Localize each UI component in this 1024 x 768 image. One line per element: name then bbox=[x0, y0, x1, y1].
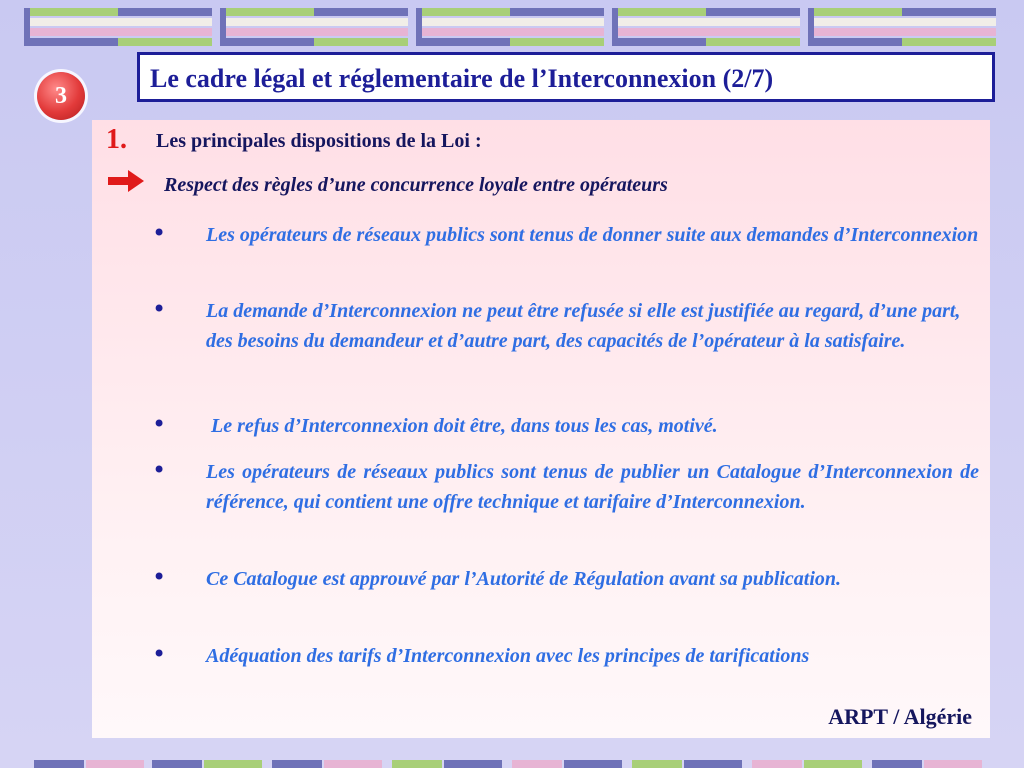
bullet-text: Le refus d’Interconnexion doit être, dans tous les cas, motivé. bbox=[206, 415, 718, 437]
section-number: 1. bbox=[106, 124, 127, 155]
bullet-text: Les opérateurs de réseaux publics sont tenus de donner suite aux demandes d’Interconnexion bbox=[206, 224, 979, 246]
bullet-icon: • bbox=[152, 563, 167, 591]
bullet-icon: • bbox=[152, 640, 167, 668]
bullet-icon: • bbox=[152, 219, 167, 247]
bullet-icon: • bbox=[152, 456, 167, 484]
bullet-icon: • bbox=[152, 410, 167, 438]
content-panel bbox=[92, 120, 990, 738]
slide-number-badge: 3 bbox=[37, 72, 85, 120]
decor-block bbox=[808, 8, 996, 46]
sub-heading: Respect des règles d’une concurrence loyale entre opérateurs bbox=[164, 174, 668, 196]
bullet-text: La demande d’Interconnexion ne peut être refusée si elle est justifiée au regard, d’une part, des besoins du demandeur et d’autre part, des capacités de l’opérateur à la satisfaire. bbox=[206, 300, 961, 352]
title-bar bbox=[137, 52, 995, 102]
decor-block bbox=[220, 8, 408, 46]
decor-block bbox=[416, 8, 604, 46]
bottom-decoration bbox=[34, 760, 994, 768]
footer-signature: ARPT / Algérie bbox=[828, 704, 972, 729]
decor-block bbox=[24, 8, 212, 46]
slide-title: Le cadre légal et réglementaire de l’Interconnexion (2/7) bbox=[150, 64, 774, 93]
bullet-icon: • bbox=[152, 295, 167, 323]
bullet-text: Adéquation des tarifs d’Interconnexion avec les principes de tarifications bbox=[206, 645, 810, 667]
arrow-right-icon bbox=[106, 168, 146, 194]
section-heading: Les principales dispositions de la Loi : bbox=[156, 130, 482, 152]
top-decoration bbox=[24, 8, 1004, 48]
bullet-text: Les opérateurs de réseaux publics sont tenus de publier un Catalogue d’Interconnexion de référence, qui contient une offre technique et tarifaire d’Interconnexion. bbox=[206, 461, 979, 513]
bullet-text: Ce Catalogue est approuvé par l’Autorité de Régulation avant sa publication. bbox=[206, 568, 842, 590]
decor-block bbox=[612, 8, 800, 46]
